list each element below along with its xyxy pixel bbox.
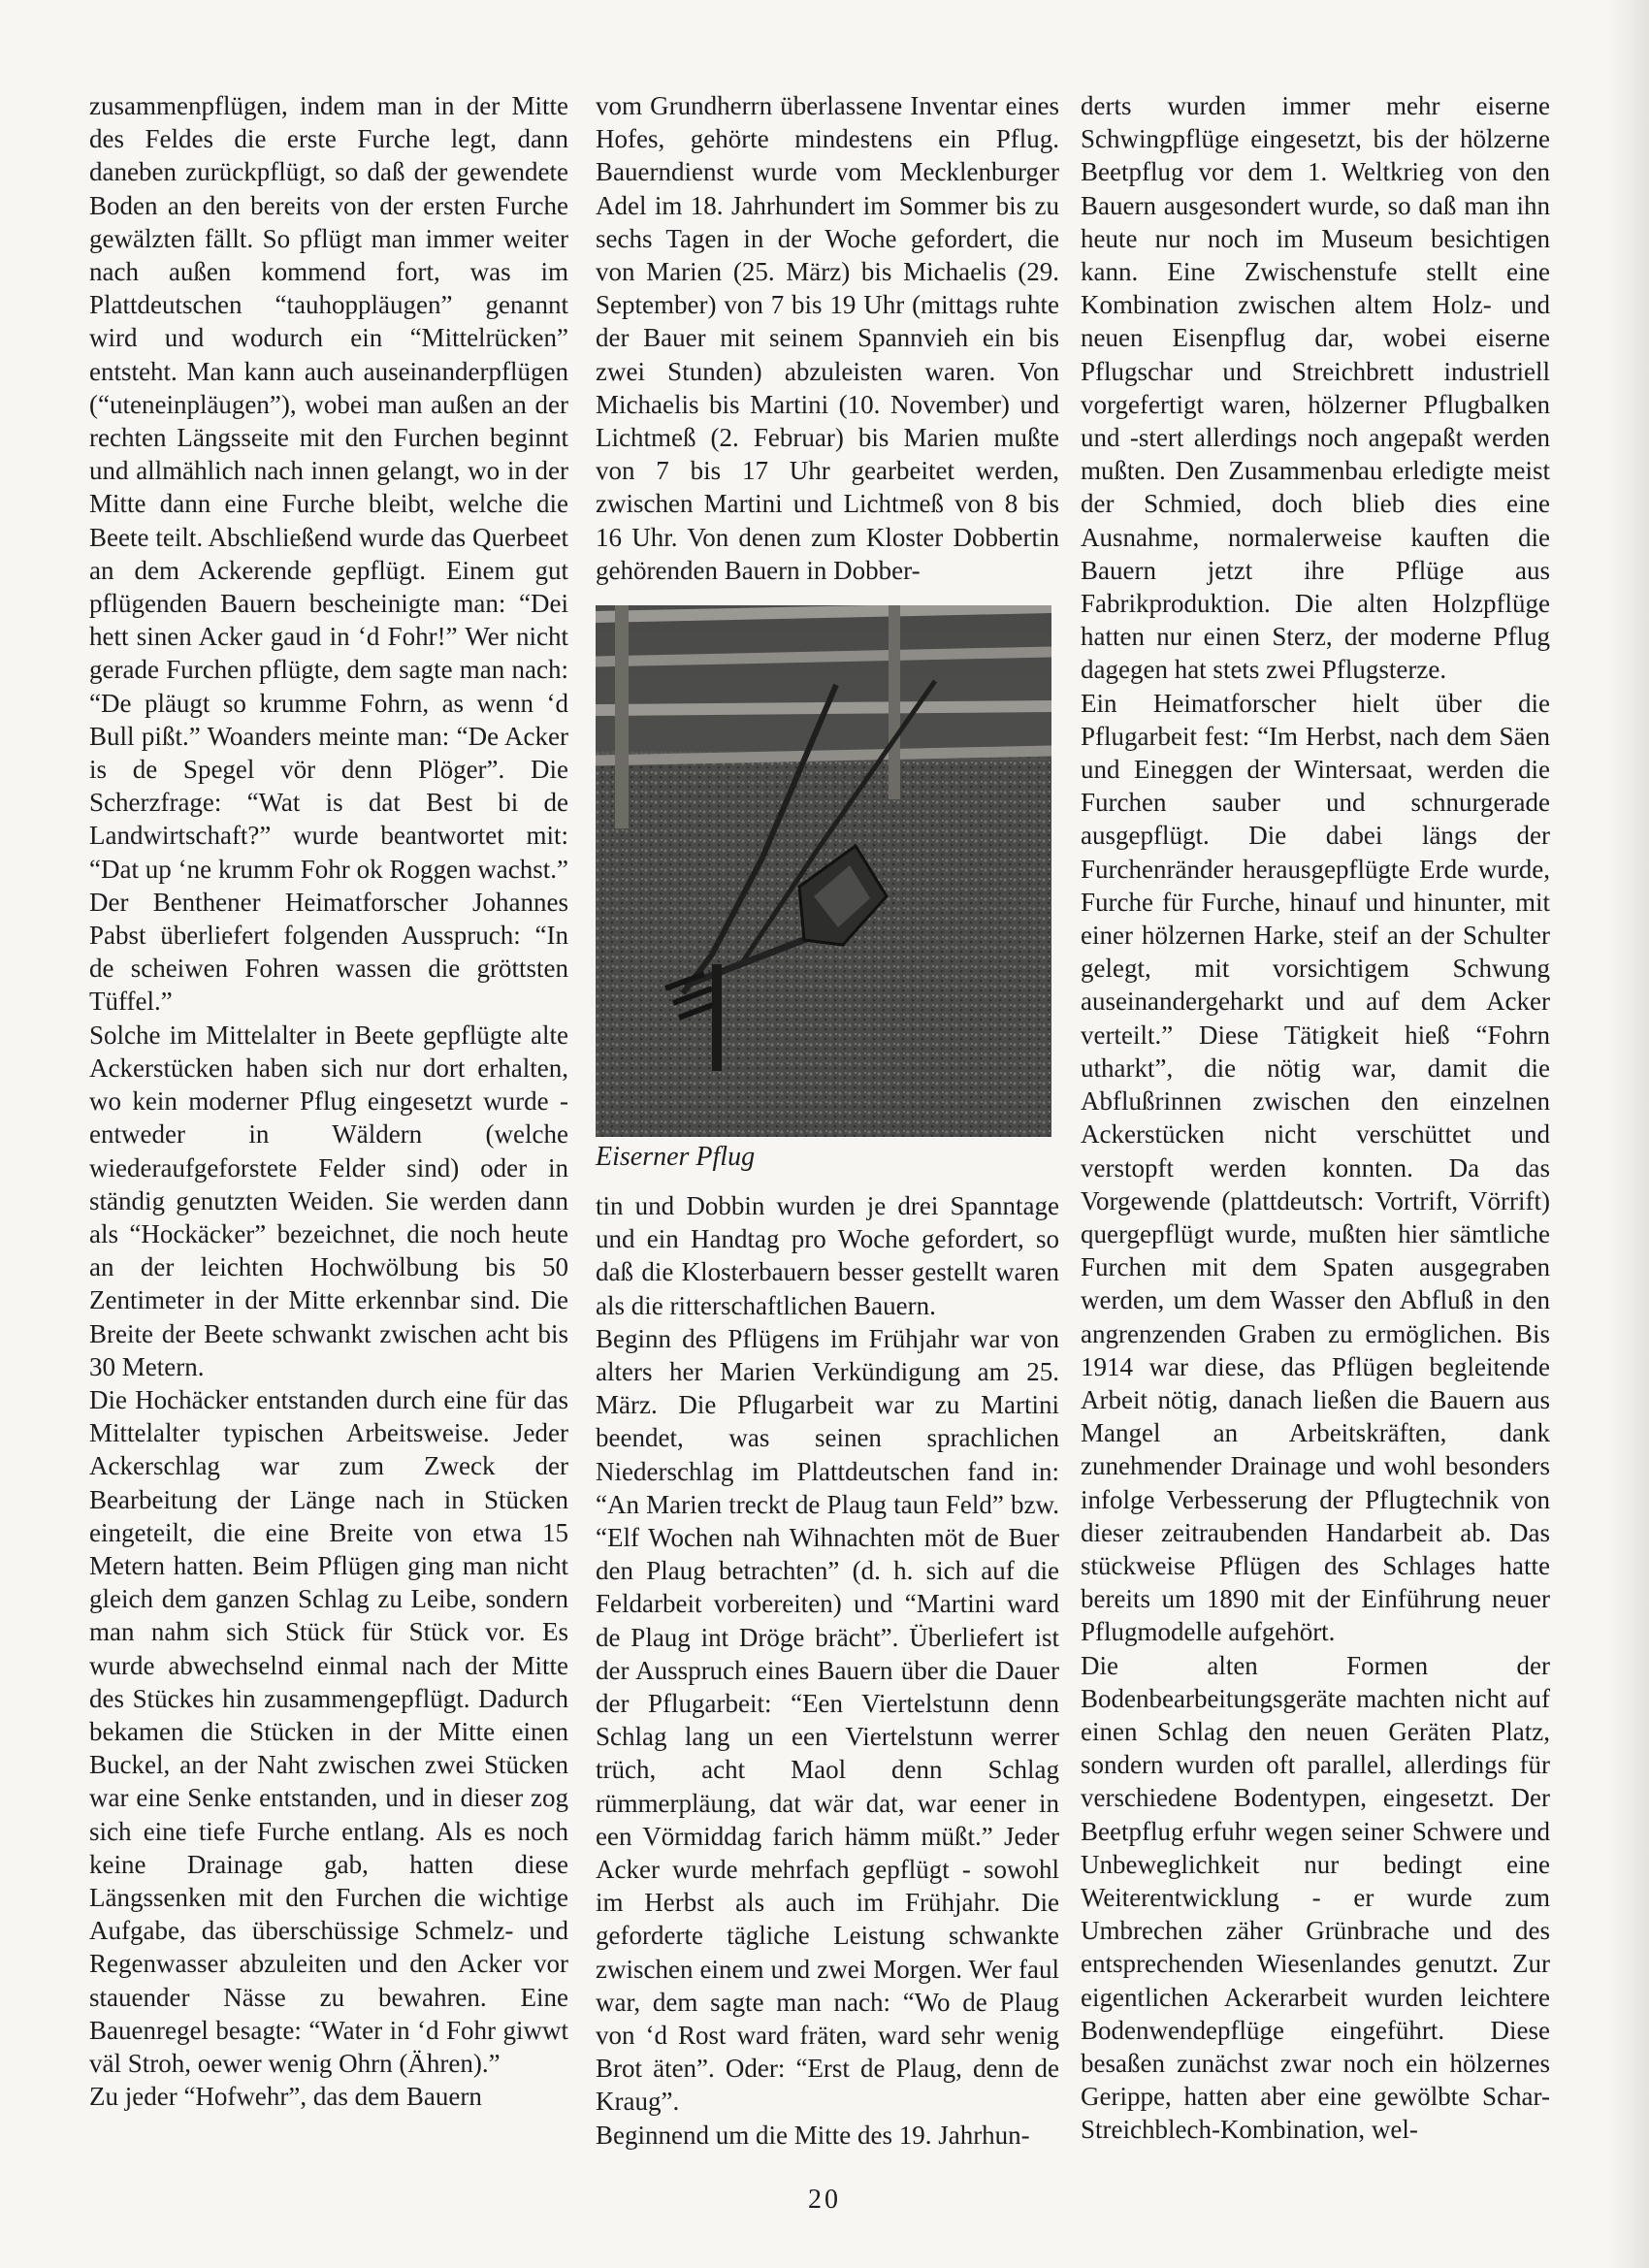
paragraph: Solche im Mittelalter in Beete gepflügte alte Ackerstücken haben sich nur dort erhalten, wo kein moderner Pflug eingesetzt wurde - entweder in Wäldern (welche wiederaufgeforstete Felder sind) oder in ständig genutzten Weiden. Sie werden dann als “Hockäcker” bezeichnet, die noch heute an der leichten Hochwölbung bis 50 Zentimeter in der Mitte erkennbar sind. Die Breite der Beete schwankt zwischen acht bis 30 Metern. — [89, 1020, 568, 1381]
paragraph: Beginnend um die Mitte des 19. Jahrhun- — [596, 2120, 1030, 2150]
paragraph: Ein Heimatforscher hielt über die Pflugarbeit fest: “Im Herbst, nach dem Säen und Eineggen der Wintersaat, werden die Furchen sauber und schnurgerade ausgepflügt. Die dabei längs der Furchenränder herausgepflügte Erde wurde, Furche für Furche, hinauf und hinunter, mit einer hölzernen Harke, steif an der Schulter gelegt, mit vorsichtigem Schwung auseinandergeharkt und auf dem Acker verteilt.” Diese Tätigkeit hieß “Fohrn utharkt”, die nötig war, damit die Abflußrinnen zwischen den einzelnen Ackerstücken nicht verschüttet und verstopft werden konnten. Da das Vorgewende (plattdeutsch: Vortrift, Vörrift) quergepflügt wurde, mußten hier sämtliche Furchen mit dem Spaten ausgegraben werden, um dem Wasser den Abfluß in den angrenzenden Graben zu ermöglichen. Bis 1914 war diese, das Pflügen begleitende Arbeit nötig, danach ließen die Bauern aus Mangel an Arbeitskräften, dank zunehmender Drainage und wohl besonders infolge Verbesserung der Pflugtechnik von dieser zeitraubenden Handarbeit ab. Das stückweise Pflügen des Schlages hatte bereits um 1890 mit der Einführung neuer Pflugmodelle aufgehört. — [1081, 688, 1550, 1647]
text-column-2-top — [596, 89, 1059, 587]
paragraph: Zu jeder “Hofwehr”, das dem Bauern — [89, 2082, 482, 2112]
iron-plough-photograph — [596, 605, 1051, 1137]
text-column-2-bottom — [596, 1189, 1059, 2152]
text-column-3 — [1081, 89, 1550, 2147]
text-column-1 — [89, 89, 568, 2113]
page-number: 20 — [808, 2185, 841, 2215]
paragraph: Die alten Formen der Bodenbearbeitungsgeräte machten nicht auf einen Schlag den neuen Geräten Platz, sondern wurden oft parallel, allerdings für verschiedene Bodentypen, eingesetzt. Der Beetpflug erfuhr wegen seiner Schwere und Unbeweglichkeit nur bedingt eine Weiterentwicklung - er wurde zum Umbrechen zäher Grünbrache und des entsprechenden Wiesenlandes genutzt. Zur eigentlichen Ackerarbeit wurden leichtere Bodenwendepflüge eingeführt. Diese besaßen zunächst zwar noch ein hölzernes Gerippe, hatten aber eine gewölbte Schar-Streichblech-Kombination, wel- — [1081, 1650, 1550, 2145]
paragraph: zusammenpflügen, indem man in der Mitte des Feldes die erste Furche legt, dann daneben zurückpflügt, so daß der gewendete Boden an den bereits von der ersten Furche gewälzten fällt. So pflügt man immer weiter nach außen kommend fort, was im Plattdeutschen “tauhoppläugen” genannt wird und wodurch ein “Mittelrücken” entsteht. Man kann auch auseinanderpflügen (“uteneinpläugen”), wobei man außen an der rechten Längsseite mit den Furchen beginnt und allmählich nach innen gelangt, wo in der Mitte dann eine Furche bleibt, welche die Beete teilt. Abschließend wurde das Querbeet an dem Ackerende gepflügt. Einem gut pflügenden Bauern bescheinigte man: “Dei hett sinen Acker gaud in ‘d Fohr!” Wer nicht gerade Furchen pflügte, dem sagte man nach: “De pläugt so krumme Fohrn, as wenn ‘d Bull pißt.” Woanders meinte man: “De Acker is de Spegel vör denn Plöger”. Die Scherzfrage: “Wat is dat Best bi de Landwirtschaft?” wurde beantwortet mit: “Dat up ‘ne krumm Fohr ok Roggen wachst.” Der Benthener Heimatforscher Johannes Pabst überliefert folgenden Ausspruch: “In de scheiwen Fohren wassen die gröttsten Tüffel.” — [89, 91, 568, 1017]
plough-photo — [596, 605, 1051, 1137]
paragraph: tin und Dobbin wurden je drei Spanntage und ein Handtag pro Woche gefordert, so daß die Klosterbauern besser gestellt waren als die ritterschaftlichen Bauern. — [596, 1191, 1059, 1320]
paragraph: derts wurden immer mehr eiserne Schwingpflüge eingesetzt, bis der hölzerne Beetpflug vor dem 1. Weltkrieg von den Bauern ausgesondert wurde, so daß man ihn heute nur noch im Museum besichtigen kann. Eine Zwischenstufe stellt eine Kombination zwischen altem Holz- und neuen Eisenpflug dar, wobei eiserne Pflugschar und Streichbrett industriell vorgefertigt waren, hölzerner Pflugbalken und -stert allerdings noch angepaßt werden mußten. Den Zusammenbau erledigte meist der Schmied, doch blieb dies eine Ausnahme, normalerweise kauften die Bauern jetzt ihre Pflüge aus Fabrikproduktion. Die alten Holzpflüge hatten nur einen Sterz, der moderne Pflug dagegen hat stets zwei Pflugsterze. — [1081, 91, 1550, 685]
page-edge-shadow — [1608, 0, 1649, 2268]
paragraph: vom Grundherrn überlassene Inventar eines Hofes, gehörte mindestens ein Pflug. Bauerndienst wurde vom Mecklenburger Adel im 18. Jahrhundert im Sommer bis zu sechs Tagen in der Woche gefordert, die von Marien (25. März) bis Michaelis (29. September) von 7 bis 19 Uhr (mittags ruhte der Bauer mit seinem Spannvieh ein bis zwei Stunden) abzuleisten waren. Von Michaelis bis Martini (10. November) und Lichtmeß (2. Februar) bis Marien mußte von 7 bis 17 Uhr gearbeitet werden, zwischen Martini und Lichtmeß von 8 bis 16 Uhr. Von denen zum Kloster Dobbertin gehörenden Bauern in Dobber- — [596, 91, 1059, 585]
paragraph: Die Hochäcker entstanden durch eine für das Mittelalter typischen Arbeitsweise. Jeder Ackerschlag war zum Zweck der Bearbeitung der Länge nach in Stücken eingeteilt, die eine Breite von etwa 15 Metern hatten. Beim Pflügen ging man nicht gleich dem ganzen Schlag zu Leibe, sondern man nahm sich Stück für Stück vor. Es wurde abwechselnd einmal nach der Mitte des Stückes hin zusammengepflügt. Dadurch bekamen die Stücken in der Mitte einen Buckel, an der Naht zwischen zwei Stücken war eine Senke entstanden, und in dieser zog sich eine tiefe Furche entlang. Als es noch keine Drainage gab, hatten diese Längssenken mit den Furchen die wichtige Aufgabe, das überschüssige Schmelz- und Regenwasser abzuleiten und den Acker vor stauender Nässe zu bewahren. Eine Bauenregel besagte: “Water in ‘d Fohr giwwt väl Stroh, oewer wenig Ohrn (Ähren).” — [89, 1384, 568, 2078]
figure-caption: Eiserner Pflug — [596, 1142, 756, 1172]
paragraph: Beginn des Pflügens im Frühjahr war von alters her Marien Verkündigung am 25. März. Die Pflugarbeit war zu Martini beendet, was seinen sprachlichen Niederschlag im Plattdeutschen fand in: “An Marien treckt de Plaug taun Feld” bzw. “Elf Wochen nah Wihnachten möt de Buer den Plaug betrachten” (d. h. sich auf die Feldarbeit vorbereiten) und “Martini ward de Plaug int Dröge brächt”. Überliefert ist der Ausspruch eines Bauern über die Dauer der Pflugarbeit: “Een Viertelstunn denn Schlag lang un een Viertelstunn werrer trüch, acht Maol denn Schlag rümmerpläung, dat wär dat, war eener in een Vörmiddag farich hämm müßt.” Jeder Acker wurde mehrfach gepflügt - sowohl im Herbst als auch im Frühjahr. Die geforderte tägliche Leistung schwankte zwischen einem und zwei Morgen. Wer faul war, dem sagte man nach: “Wo de Plaug von ‘d Rost ward fräten, ward sehr wenig Brot äten”. Oder: “Erst de Plaug, denn de Kraug”. — [596, 1323, 1059, 2117]
